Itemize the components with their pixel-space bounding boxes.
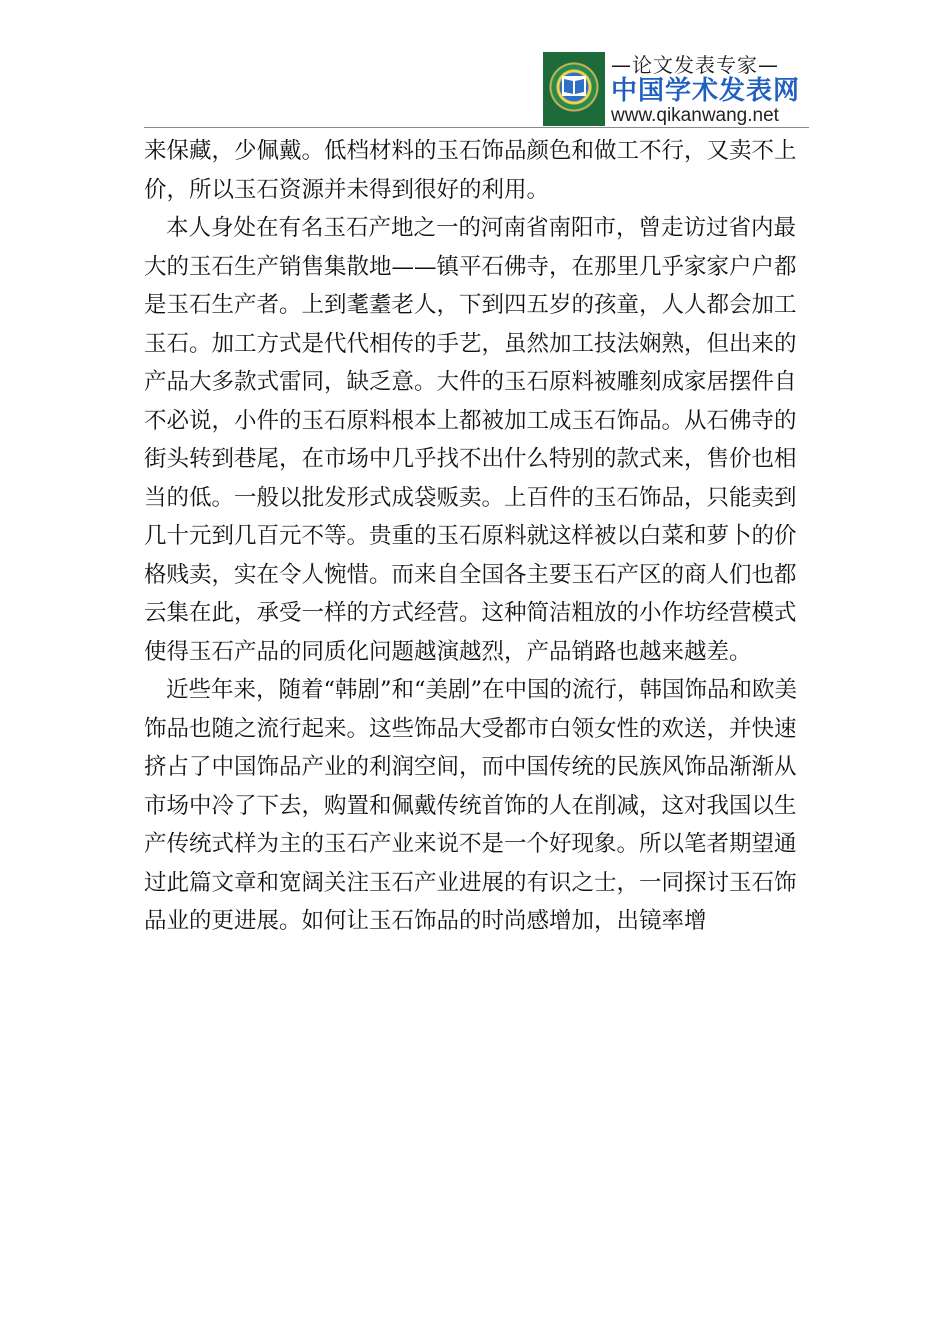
logo-tagline: —论文发表专家— bbox=[611, 53, 779, 77]
book-icon bbox=[562, 76, 586, 96]
logo-seal bbox=[543, 52, 605, 126]
document-body bbox=[144, 132, 809, 941]
header-divider bbox=[144, 127, 809, 128]
logo-url: www.qikanwang.net bbox=[611, 105, 779, 126]
paragraph: 近些年来，随着“韩剧”和“美剧”在中国的流行，韩国饰品和欧美饰品也随之流行起来。这些饰品大受都市白领女性的欢送，并快速挤占了中国饰品产业的利润空间，而中国传统的民族风饰品渐渐从市场中冷了下去，购置和佩戴传统首饰的人在削减，这对我国以生产传统式样为主的玉石产业来说不是一个好现象。所以笔者期望通过此篇文章和宽阔关注玉石产业进展的有识之士，一同探讨玉石饰品业的更进展。如何让玉石饰品的时尚感增加，出镜率增 bbox=[144, 677, 798, 934]
paragraph: 来保藏，少佩戴。低档材料的玉石饰品颜色和做工不行，又卖不上价，所以玉石资源并未得到很好的利用。 bbox=[144, 138, 797, 203]
site-logo bbox=[543, 52, 809, 126]
paragraph: 本人身处在有名玉石产地之一的河南省南阳市，曾走访过省内最大的玉石生产销售集散地——镇平石佛寺，在那里几乎家家户户都是玉石生产者。上到耄耋老人，下到四五岁的孩童，人人都会加工玉石。加工方式是代代相传的手艺，虽然加工技法娴熟，但出来的产品大多款式雷同，缺乏意。大件的玉石原料被雕刻成家居摆件自不必说，小件的玉石原料根本上都被加工成玉石饰品。从石佛寺的街头转到巷尾，在市场中几乎找不出什么特别的款式来，售价也相当的低。一般以批发形式成袋贩卖。上百件的玉石饰品，只能卖到几十元到几百元不等。贵重的玉石原料就这样被以白菜和萝卜的价格贱卖，实在令人惋惜。而来自全国各主要玉石产区的商人们也都云集在此，承受一样的方式经营。这种简洁粗放的小作坊经营模式使得玉石产品的同质化问题越演越烈，产品销路也越来越差。 bbox=[144, 215, 797, 665]
logo-text-block bbox=[605, 52, 809, 126]
logo-brand-name: 中国学术发表网 bbox=[611, 76, 801, 106]
